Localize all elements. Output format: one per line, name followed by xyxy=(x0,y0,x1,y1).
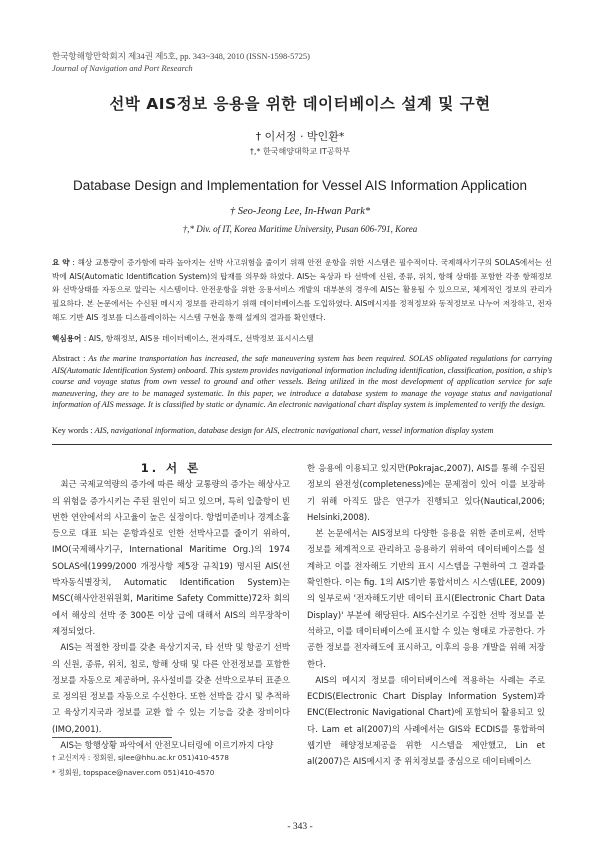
keywords-korean-text: : AIS, 항해정보, AIS용 데이터베이스, 전자해도, 선박정보 표시시스템 xyxy=(81,334,314,343)
title-korean: 선박 AIS정보 응용을 위한 데이터베이스 설계 및 구현 xyxy=(109,95,491,113)
title-english: Database Design and Implementation for Vessel AIS Information Application xyxy=(72,178,528,193)
footnote-coauthor: * 정회원, topspace@naver.com 051)410-4570 xyxy=(52,768,215,777)
keywords-english-label: Key words : xyxy=(52,426,95,435)
paragraph: 한 응용에 이용되고 있지만(Pokrajac,2007), AIS를 통해 수집된 정보의 완전성(completeness)에는 문제점이 있어 이를 보장하기 위해 아직도 많은 연구가 진행되고 있다(Nautical,2006; Helsinki,2008). xyxy=(307,463,545,522)
body-column-right xyxy=(307,460,545,770)
keywords-english-text: AIS, navigational information, database design for AIS, electronic navigational chart, vessel information display system xyxy=(94,426,494,435)
abstract-english-text: As the marine transportation has increased, the safe maneuvering system has been required. SOLAS obligated regulations for carrying AIS(Automatic Identification System) onboard. This system provides navigational information including identification, classification, position, a ship's course and voyage status from own vessel to ground and other vessels. Being utilized in the most development of application service for safe maneuvering, they are to be managed systematic. In this paper, we introduce a database system to manage the voyage status and navigational information of AIS message. It is classified by static or dynamic. An electronic navigational chart display system is implemented to verify the design. xyxy=(52,354,553,409)
authors-english: † Seo-Jeong Lee, In-Hwan Park* xyxy=(229,206,371,217)
footnote-corresponding-author: † 교신저자 : 정회원, sjlee@hhu.ac.kr 051)410-4578 xyxy=(52,753,229,762)
paragraph: 최근 국제교역량의 증가에 따른 해상 교통량의 증가는 해상사고의 위험을 증가시키는 주된 원인이 되고 있으며, 특히 입출항이 빈번한 연안에서의 사고율이 높은 실정이다. 항법미준비나 경계소홀 등으로 대표 되는 운항과실로 인한 선박사고를 줄이기 위하여, IMO(국제해사기구, International Maritime Org.)의 1974 SOLAS에(1999/2000 개정사항 제5장 규칙19) 명시된 AIS(선박자동식별장치, Automatic Identification System)는 MSC(해사안전위원회, Maritime Safety Committe)72차 회의에서 해상의 선박 중 300톤 이상 급에 대해서 AIS의 의무장착이 제정되었다. xyxy=(52,479,290,636)
authors-korean: † 이서정 · 박인환* xyxy=(255,130,345,143)
paragraph: AIS는 항행상황 파악에서 안전모니터링에 이르기까지 다양 xyxy=(60,740,274,751)
abstract-korean xyxy=(52,256,552,325)
section-divider xyxy=(52,444,552,445)
keywords-korean xyxy=(52,333,552,344)
abstract-korean-label: 요 약 xyxy=(52,258,70,267)
journal-name-en: Journal of Navigation and Port Research xyxy=(52,63,193,73)
page-number: - 343 - xyxy=(287,822,313,832)
affiliation-english: †,* Div. of IT, Korea Maritime University, Pusan 606-791, Korea xyxy=(182,224,418,234)
footnote-divider xyxy=(52,737,172,738)
affiliation-korean: †,* 한국해양대학교 IT공학부 xyxy=(249,147,351,156)
paragraph: 본 논문에서는 AIS정보의 다양한 응용을 위한 준비로써, 선박 정보를 체계적으로 관리하고 응용하기 위하여 데이터베이스를 설계하고 이를 전자해도 기반의 표시 시스템을 구현하여 그 결과를 확인한다. 이는 fig. 1의 AIS기반 통합서비스 시스템(LEE, 2009)의 일부로써 '전자해도기반 데이터 표시(Electronic Chart Data Display)' 부분에 해당된다. AIS수신기로 수집한 선박 정보를 분석하고, 이를 데이터베이스에 표시할 수 있는 형태로 가공한다. 가공한 정보를 전자해도에 표시하고, 이후의 응용 개발을 위해 저장한다. xyxy=(307,528,545,669)
keywords-korean-label: 핵심용어 xyxy=(52,334,82,343)
body-column-left xyxy=(52,460,290,753)
abstract-korean-text: : 해상 교통량이 증가함에 따라 높아지는 선박 사고위험을 줄이기 위해 안전 운항을 위한 시스템은 필수적이다. 국제해사기구의 SOLAS에서는 선박에 AIS(Automatic Identification System)의 탑재를 의무화 하였다. AIS는 육상과 타 선박에 신원, 종류, 위치, 항해 상태를 포함한 각종 항해정보와 선박상태를 자동으로 알리는 시스템이다. 안전운항을 위한 응용서비스 개발의 대부분의 경우에 AIS는 활용될 수 있으므로, 체계적인 정보의 관리가 필요하다. 본 논문에서는 수신된 메시지 정보를 관리하기 위해 데이터베이스를 도입하였다. AIS메시지를 정적정보와 동적정보로 나누어 저장하고, 전자해도 기반 AIS 정보를 디스플레이하는 시스템 구현을 통해 설계의 결과를 확인했다. xyxy=(52,258,552,322)
journal-citation: 한국항해항만학회지 제34권 제5호, pp. 343~348, 2010 (ISSN-1598-5725) xyxy=(52,51,310,61)
journal-header xyxy=(52,50,310,74)
paragraph: AIS는 적절한 장비를 갖춘 육상기지국, 타 선박 및 항공기 선박의 신원, 종류, 위치, 침로, 항해 상태 및 다른 안전정보를 포함한 정보를 자동으로 제공하며, 유사설비를 갖춘 선박으로부터 표준으로 정의된 정보를 자동으로 수신한다. 또한 선박을 감시 및 추적하고 육상기지국과 정보를 교환 할 수 있는 기능을 갖춘 장비이다(IMO,2001). xyxy=(52,642,290,734)
abstract-english xyxy=(52,353,552,411)
abstract-english-label: Abstract : xyxy=(52,354,89,363)
keywords-english xyxy=(52,426,552,435)
section-heading: 1. 서 론 xyxy=(140,461,202,475)
paragraph: AIS의 메시지 정보를 데이터베이스에 적용하는 사례는 주로 ECDIS(Electronic Chart Display Information System)과 ENC(Electronic Navigational Chart)에 포함되어 활용되고 있다. Lam et al(2007)의 사례에서는 GIS와 ECDIS를 통합하여 웹기반 해양정보제공을 위한 시스템을 제안했고, Lin et al(2007)은 AIS메시지 중 위치정보를 중심으로 데이터베이스 xyxy=(307,674,545,767)
